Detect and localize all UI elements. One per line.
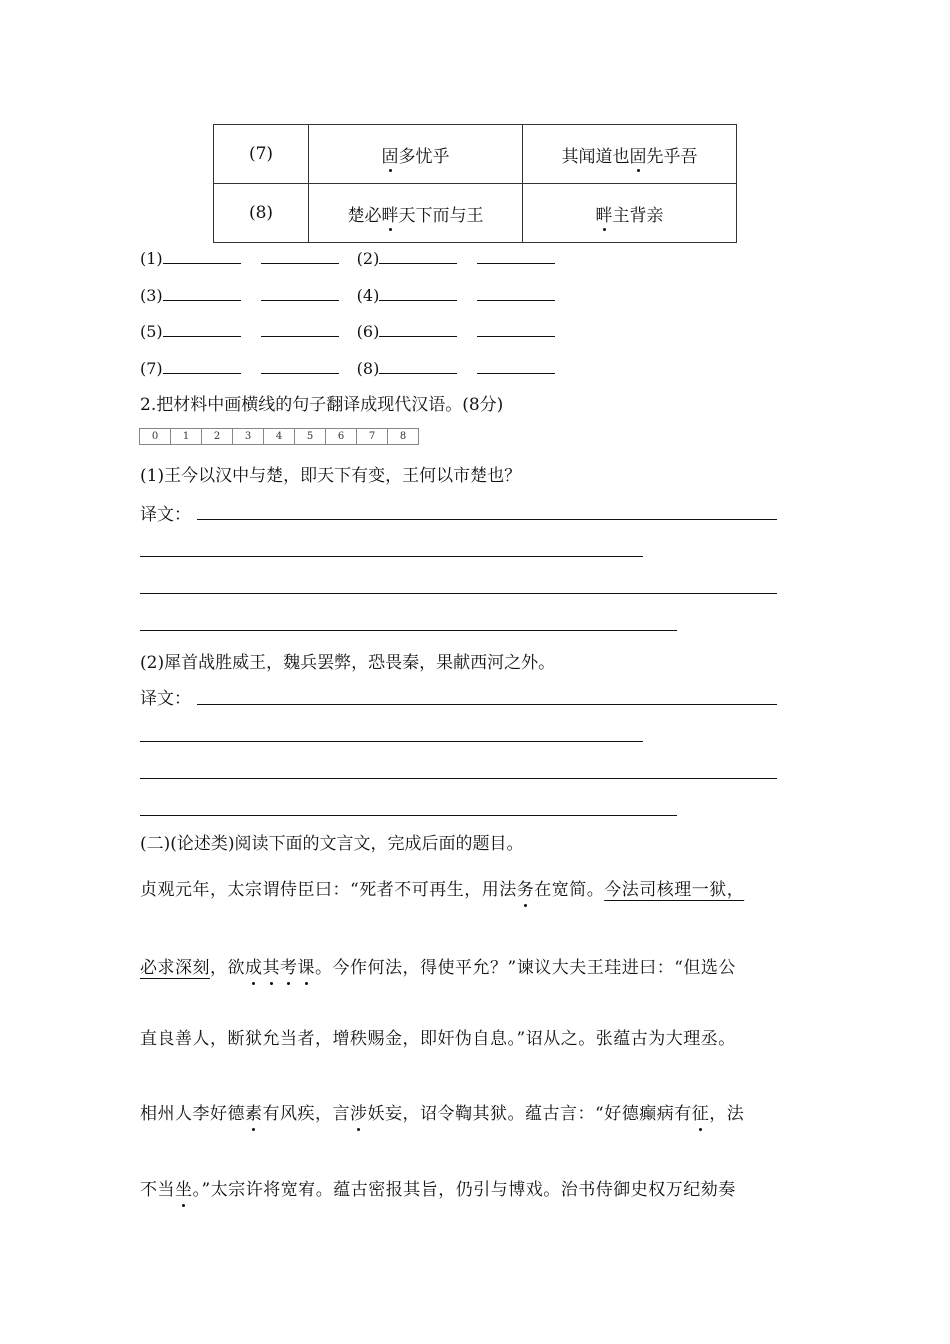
phrase-b	[523, 184, 737, 243]
translation-line[interactable]	[140, 741, 643, 742]
translation-line[interactable]	[140, 778, 777, 779]
emphasis-char: 征	[691, 1104, 710, 1124]
answer-blank[interactable]	[163, 322, 241, 337]
underlined-text: 必求深刻	[140, 958, 210, 978]
emphasis-char: 坐	[175, 1180, 193, 1200]
score-cell[interactable]: 8	[387, 428, 419, 445]
passage-line	[140, 956, 812, 980]
question-title: 2.把材料中画横线的句子翻译成现代汉语。(8分)	[140, 395, 504, 415]
text: ，欲	[210, 958, 245, 978]
text: 天下而与王	[398, 205, 484, 226]
score-cell[interactable]: 6	[325, 428, 357, 445]
answer-blank[interactable]	[477, 359, 555, 374]
answer-blank[interactable]	[163, 359, 241, 374]
translation-line[interactable]	[140, 815, 677, 816]
text: 贞观元年，太宗谓侍臣曰：“死者不可再生，用法	[140, 880, 517, 900]
phrase-a	[309, 125, 523, 184]
emphasis-char: 固	[630, 142, 647, 167]
emphasis-char: 素	[245, 1104, 263, 1124]
answer-blank[interactable]	[477, 249, 555, 264]
translation-line[interactable]	[197, 704, 777, 705]
answer-label: (5)	[140, 322, 163, 341]
passage-line: 直良善人，断狱允当者，增秩赐金，即奸伪自息。”诏从之。张蕴古为大理丞。	[140, 1029, 736, 1049]
phrase-a	[309, 184, 523, 243]
passage-line	[140, 1102, 812, 1126]
translation-line[interactable]	[140, 630, 677, 631]
emphasis-char: 其	[262, 958, 280, 978]
answer-label: (2)	[356, 249, 380, 268]
text: 不当	[140, 1180, 175, 1200]
answer-blank[interactable]	[261, 286, 339, 301]
translation-label: 译文：	[140, 505, 191, 525]
score-cell[interactable]: 0	[139, 428, 171, 445]
row-number: (8)	[214, 184, 309, 243]
passage-line	[140, 878, 812, 902]
answer-label: (7)	[140, 359, 163, 378]
emphasis-char: 涉	[350, 1104, 368, 1124]
emphasis-char: 畔	[596, 201, 613, 226]
score-box	[140, 428, 419, 445]
text: 妖妄，诏令鞫其狱。蕴古言：“好德癫病有	[367, 1104, 692, 1124]
translation-line[interactable]	[197, 519, 777, 520]
text: 主背亲	[612, 205, 664, 226]
text: 。”太宗许将宽宥。蕴古密报其旨，仍引与博戏。治书侍御史权万纪劾奏	[192, 1180, 736, 1200]
passage-line	[140, 1178, 812, 1202]
translation-line[interactable]	[140, 593, 777, 594]
answer-blank[interactable]	[261, 359, 339, 374]
text: 多忧乎	[398, 146, 450, 167]
underlined-text: 今法司核理一狱，	[604, 880, 745, 900]
text: 其闻道也	[561, 146, 630, 167]
answer-blank[interactable]	[379, 359, 457, 374]
vocab-table	[213, 124, 737, 243]
answer-blank[interactable]	[261, 322, 339, 337]
text: 先乎吾	[646, 146, 698, 167]
answer-blank[interactable]	[163, 286, 241, 301]
emphasis-char: 固	[382, 142, 399, 167]
translation-line[interactable]	[140, 556, 643, 557]
text: 相州人李好德	[140, 1104, 245, 1124]
score-cell[interactable]: 3	[232, 428, 264, 445]
emphasis-char: 务	[516, 880, 535, 900]
table-row	[214, 184, 737, 243]
emphasis-char: 考	[280, 958, 298, 978]
answer-blank[interactable]	[379, 249, 457, 264]
answer-blank[interactable]	[261, 249, 339, 264]
sentence-2: (2)犀首战胜威王，魏兵罢弊，恐畏秦，果献西河之外。	[140, 653, 556, 673]
answer-blank[interactable]	[379, 286, 457, 301]
emphasis-char: 畔	[382, 201, 399, 226]
answer-blank[interactable]	[163, 249, 241, 264]
emphasis-char: 成	[245, 958, 263, 978]
answer-row	[140, 358, 555, 380]
score-cell[interactable]: 1	[170, 428, 202, 445]
answer-row	[140, 285, 555, 307]
answer-blank[interactable]	[379, 322, 457, 337]
table-row	[214, 125, 737, 184]
text: 楚必	[347, 205, 382, 226]
text: 在宽简。	[534, 880, 605, 900]
answer-label: (4)	[356, 286, 380, 305]
answer-blank[interactable]	[477, 286, 555, 301]
text: ，法	[709, 1104, 745, 1124]
score-cell[interactable]: 5	[294, 428, 326, 445]
score-cell[interactable]: 4	[263, 428, 295, 445]
answer-label: (6)	[356, 322, 380, 341]
row-number: (7)	[214, 125, 309, 184]
answer-label: (1)	[140, 249, 163, 268]
text: 。今作何法，得使平允？”谏议大夫王珪进曰：“但选公	[315, 958, 736, 978]
answer-row	[140, 248, 555, 270]
score-cell[interactable]: 2	[201, 428, 233, 445]
emphasis-char: 课	[297, 958, 315, 978]
phrase-b	[523, 125, 737, 184]
answer-row	[140, 321, 555, 343]
score-cell[interactable]: 7	[356, 428, 388, 445]
answer-label: (8)	[356, 359, 380, 378]
section-heading: (二)(论述类)阅读下面的文言文，完成后面的题目。	[140, 834, 524, 854]
translation-label: 译文：	[140, 689, 191, 709]
text: 有风疾，言	[262, 1104, 350, 1124]
sentence-1: (1)王今以汉中与楚，即天下有变，王何以市楚也？	[140, 466, 522, 486]
answer-blank[interactable]	[477, 322, 555, 337]
answer-label: (3)	[140, 286, 163, 305]
